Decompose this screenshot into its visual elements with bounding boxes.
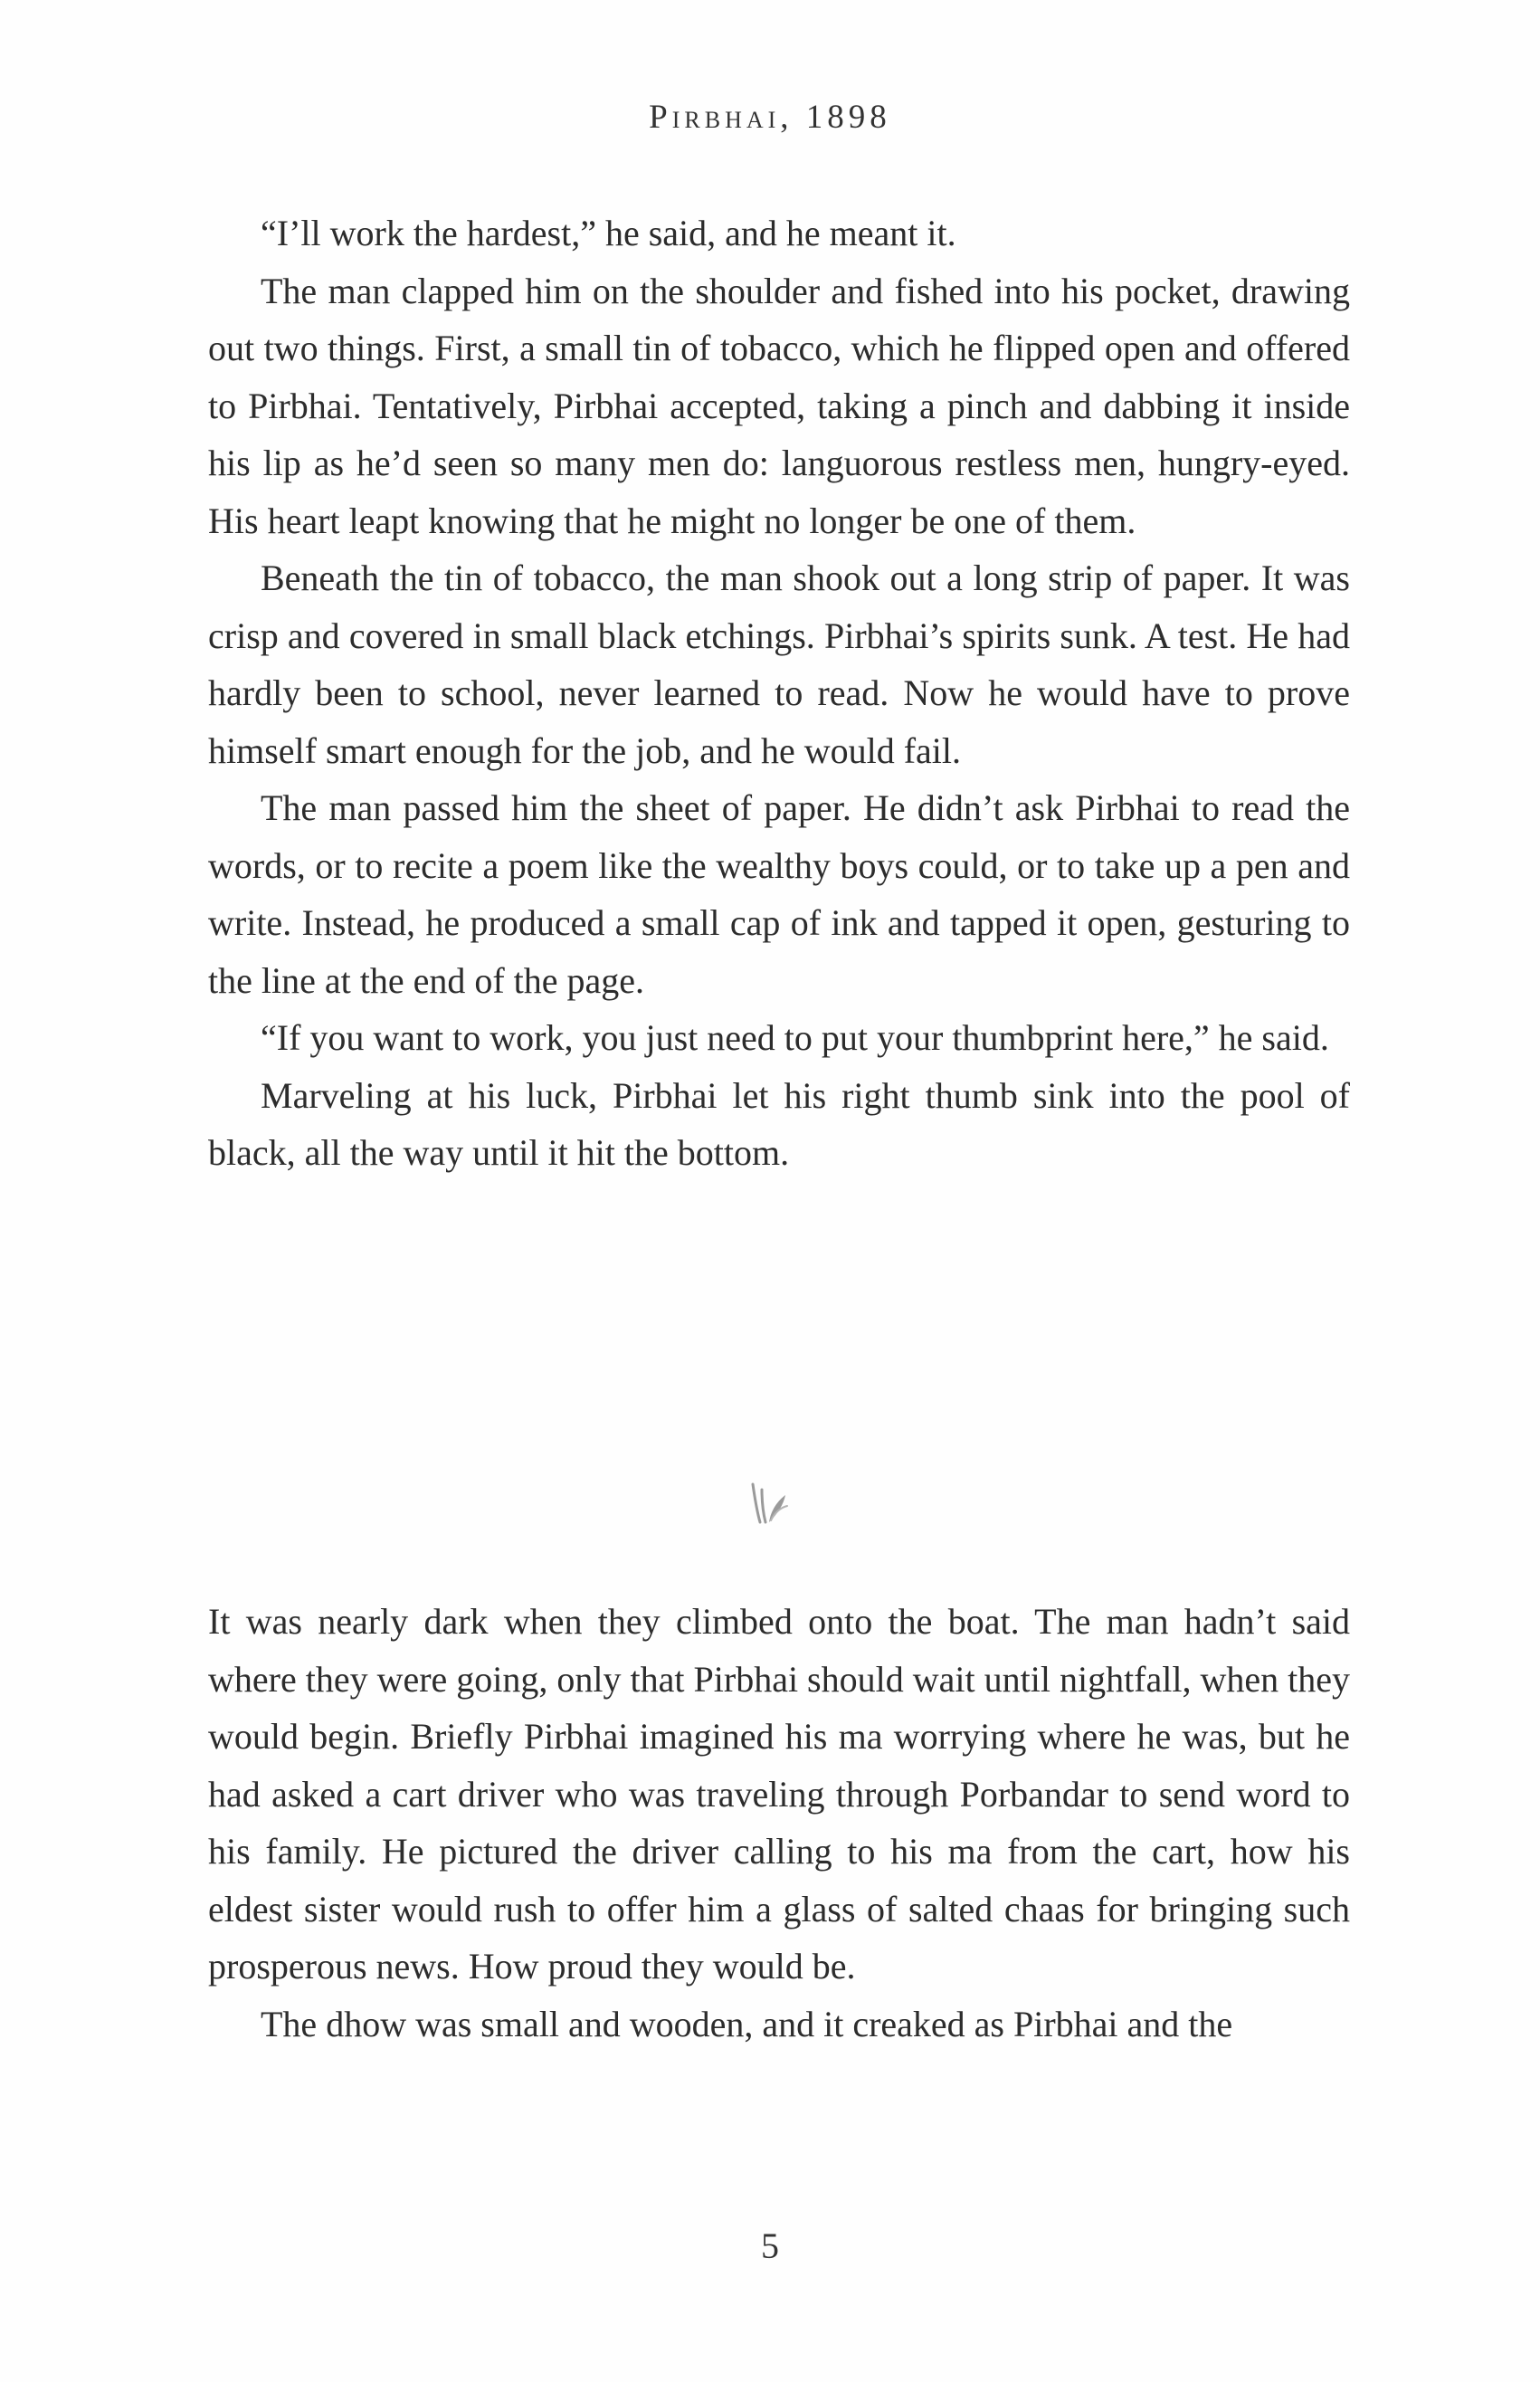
section-two [208,1593,1350,2053]
running-head: Pirbhai, 1898 [649,99,891,136]
leaf-ornament-icon [747,1477,793,1528]
paragraph: “If you want to work, you just need to put your thumbprint here,” he said. [261,1017,1329,1058]
paragraph: The man passed him the sheet of paper. He didn’t ask Pirbhai to read the words, or to recite a poem like the wealthy boys could, or to take up a pen and write. Instead, he produced a small cap of ink and tapped it open, gesturing to the line at the end of the page. [208,787,1350,1001]
section-one [208,205,1350,1182]
paragraph: The dhow was small and wooden, and it creaked as Pirbhai and the [261,2003,1233,2044]
paragraph: Marveling at his luck, Pirbhai let his right thumb sink into the pool of black, all the way until it hit the bottom. [208,1074,1350,1173]
paragraph: “I’ll work the hardest,” he said, and he meant it. [261,213,956,253]
paragraph: It was nearly dark when they climbed onto the boat. The man hadn’t said where they were going, only that Pirbhai should wait until nightfall, when they would begin. Briefly Pirbhai imagined his ma worrying where he was, but he had asked a cart driver who was traveling through Porbandar to send word to his family. He pictured the driver calling to his ma from the cart, how his eldest sister would rush to offer him a glass of salted chaas for bringing such prosperous news. How proud they would be. [208,1601,1350,1987]
paragraph: The man clapped him on the shoulder and fished into his pocket, drawing out two things. First, a small tin of tobacco, which he flipped open and offered to Pirbhai. Tentatively, Pirbhai accepted, taking a pinch and dabbing it inside his lip as he’d seen so many men do: languorous restless men, hungry-eyed. His heart leapt knowing that he might no longer be one of them. [208,270,1350,541]
paragraph: Beneath the tin of tobacco, the man shook out a long strip of paper. It was crisp and covered in small black etchings. Pirbhai’s spirits sunk. A test. He had hardly been to school, never learned to read. Now he would have to prove himself smart enough for the job, and he would fail. [208,557,1350,771]
page-number: 5 [761,2225,779,2266]
